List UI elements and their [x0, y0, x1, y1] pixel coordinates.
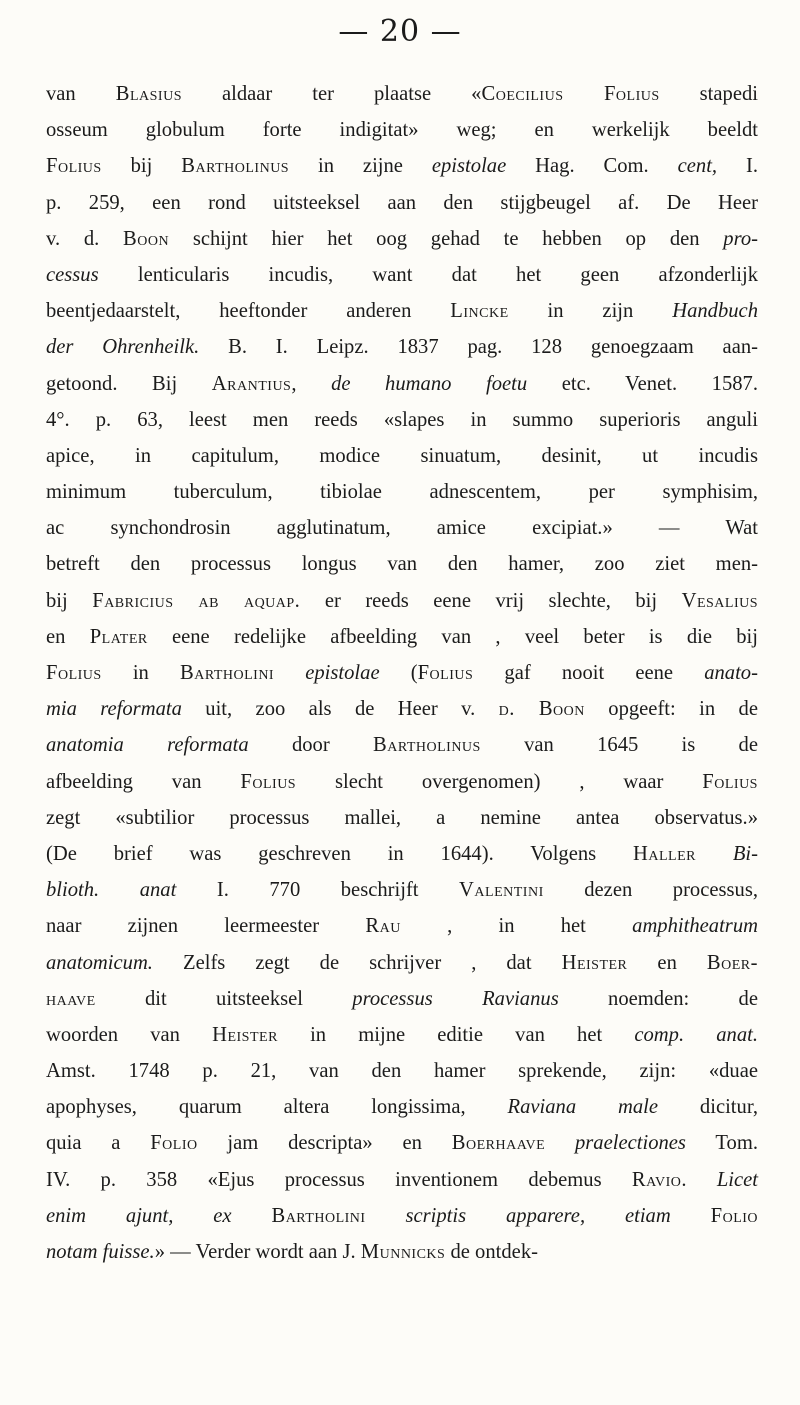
name-small-caps: Fabricius ab aquap. [92, 589, 301, 612]
text-segment: lenticularis incudis, want dat het geen afzonderlijk [98, 263, 758, 286]
text-line [46, 1234, 758, 1270]
text-segment: bij [46, 589, 93, 612]
italic-text: de humano foetu [331, 372, 528, 395]
name-small-caps: Heister [561, 951, 628, 974]
text-line [46, 185, 758, 221]
text-line [46, 438, 758, 474]
name-small-caps: Bartholinus [372, 734, 481, 757]
text-line [46, 764, 758, 800]
name-small-caps: Folius [46, 662, 102, 684]
text-segment: Hag. Com. [506, 155, 678, 178]
text-line [46, 836, 758, 872]
text-line [46, 474, 758, 510]
name-small-caps: Boerhaave [451, 1132, 546, 1155]
text-segment: ( [379, 662, 418, 684]
name-small-caps: haave [46, 987, 96, 1010]
name-small-caps: Boon [123, 227, 170, 250]
text-segment: B. I. Leipz. 1837 pag. 128 genoegzaam aan- [199, 336, 758, 359]
text-segment: apice, in capitulum, modice sinuatum, desinit, ut incudis [46, 444, 758, 467]
text-segment: in zijn [508, 300, 673, 323]
italic-text: mia reformata [46, 698, 182, 721]
name-small-caps: Munnicks [360, 1241, 446, 1263]
text-segment: bij [101, 155, 182, 178]
name-small-caps: Valentini [459, 879, 544, 902]
text-line [46, 1125, 758, 1161]
text-segment: opgeeft: in de [584, 698, 758, 721]
italic-text: amphitheatrum [632, 915, 758, 938]
text-segment: . [681, 1168, 717, 1191]
text-line [46, 1017, 758, 1053]
italic-text: Raviana male [507, 1096, 659, 1119]
name-small-caps: Folius [417, 662, 474, 684]
italic-text: der Ohrenheilk. [46, 336, 200, 359]
italic-text: cessus [46, 263, 99, 286]
italic-text: comp. anat. [634, 1023, 759, 1046]
text-line [46, 329, 758, 365]
name-small-caps: Heister [212, 1023, 278, 1046]
text-line [46, 945, 758, 981]
text-segment: Tom. [685, 1132, 758, 1155]
text-segment [671, 1205, 711, 1227]
name-small-caps: Rau [365, 915, 401, 938]
text-segment: de ontdek- [445, 1241, 538, 1263]
name-small-caps: Plater [89, 625, 148, 648]
text-line [46, 1198, 758, 1234]
italic-text: pro- [723, 227, 758, 250]
name-small-caps: Folius [240, 770, 297, 793]
text-segment: in mijne editie van het [277, 1023, 635, 1046]
text-segment: minimum tuberculum, tibiolae adnescentem, per symphisim, [46, 481, 758, 504]
text-segment: 4°. p. 63, leest men reeds «slapes in summo superioris anguli [46, 408, 758, 431]
text-segment: eene redelijke afbeelding van , veel beter is die bij [147, 625, 758, 648]
name-small-caps: Lincke [450, 300, 509, 323]
text-segment: Amst. 1748 p. 21, van den hamer sprekende, zijn: «duae [46, 1060, 758, 1083]
name-small-caps: Boer- [706, 951, 758, 974]
text-line [46, 583, 758, 619]
italic-text: anatomia reformata [46, 734, 249, 757]
text-line [46, 872, 758, 908]
name-small-caps: Folius [46, 155, 102, 178]
italic-text: Licet [716, 1168, 759, 1191]
text-segment: quia a [46, 1132, 151, 1155]
name-small-caps: Folio [710, 1204, 759, 1227]
italic-text: processus Ravianus [352, 987, 559, 1010]
text-segment: van 1645 is de [480, 734, 758, 757]
italic-text: Bi- [732, 842, 758, 865]
text-line [46, 76, 758, 112]
text-segment: osseum globulum forte indigitat» weg; en werkelijk beeldt [46, 119, 758, 142]
italic-text: cent, [677, 155, 718, 178]
text-segment: schijnt hier het oog gehad te hebben op den [169, 227, 724, 250]
text-segment [232, 1205, 272, 1227]
text-segment: aldaar ter plaatse « [181, 83, 482, 105]
text-line [46, 510, 758, 546]
text-line [46, 619, 758, 655]
text-segment: slecht overgenomen) , waar [296, 770, 703, 793]
name-small-caps: Arantius [211, 372, 292, 395]
text-segment: p. 259, een rond uitsteeksel aan den stijgbeugel af. De Heer [46, 191, 758, 214]
text-segment: zegt «subtilior processus mallei, a nemine antea observatus.» [46, 806, 758, 829]
text-segment: dicitur, [658, 1096, 759, 1119]
italic-text: anato- [704, 662, 758, 684]
italic-text: scriptis apparere, etiam [405, 1204, 671, 1227]
text-segment: in [101, 662, 180, 684]
text-line [46, 655, 758, 691]
italic-text: Handbuch [672, 300, 758, 323]
italic-text: notam fuisse. [46, 1241, 155, 1263]
italic-text: anatomicum. [46, 951, 153, 974]
text-line [46, 257, 758, 293]
text-segment [545, 1132, 575, 1154]
name-small-caps: Ravio [631, 1168, 682, 1191]
text-segment: en [627, 951, 707, 974]
italic-text: epistolae [431, 155, 507, 178]
text-line [46, 981, 758, 1017]
name-small-caps: Blasius [115, 83, 182, 105]
text-segment: stapedi [659, 83, 758, 105]
text-segment: in zijne [289, 155, 432, 178]
text-line [46, 366, 758, 402]
text-line [46, 148, 758, 184]
text-segment: Zelfs zegt de schrijver , dat [152, 951, 562, 974]
text-line [46, 1162, 758, 1198]
text-segment [696, 843, 733, 865]
text-segment: en [46, 625, 90, 648]
text-segment: beentjedaarstelt, heeftonder anderen [46, 300, 451, 323]
text-line [46, 1089, 758, 1125]
text-segment [366, 1205, 406, 1227]
text-line [46, 112, 758, 148]
page-number: — 20 — [338, 14, 462, 49]
text-line [46, 800, 758, 836]
text-segment: dit uitsteeksel [95, 987, 353, 1010]
text-segment: I. 770 beschrijft [176, 879, 460, 902]
text-line [46, 293, 758, 329]
text-segment: naar zijnen leermeester [46, 915, 366, 938]
text-line [46, 546, 758, 582]
text-segment: IV. p. 358 «Ejus processus inventionem debemus [46, 1168, 632, 1191]
name-small-caps: Haller [633, 842, 696, 865]
text-segment: , [291, 372, 332, 395]
text-line [46, 402, 758, 438]
text-segment: v. d. [46, 227, 124, 250]
text-segment: betreft den processus longus van den hamer, zoo ziet men- [46, 553, 758, 576]
text-segment: dezen processus, [543, 879, 758, 902]
text-segment: er reeds eene vrij slechte, bij [300, 589, 682, 612]
body-text [46, 76, 758, 1270]
name-small-caps: Bartholini [179, 662, 275, 684]
italic-text: epistolae [305, 662, 380, 684]
text-line [46, 1053, 758, 1089]
name-small-caps: Vesalius [681, 589, 759, 612]
text-segment: getoond. Bij [46, 372, 212, 395]
text-line [46, 221, 758, 257]
text-segment [274, 662, 305, 684]
italic-text: blioth. anat [46, 879, 177, 902]
name-small-caps: Coecilius Folius [481, 83, 660, 105]
text-segment: , in het [400, 915, 633, 938]
text-segment: woorden van [46, 1023, 213, 1046]
name-small-caps: Bartholinus [181, 155, 290, 178]
text-segment: etc. Venet. 1587. [527, 372, 758, 395]
text-segment: door [248, 734, 373, 757]
italic-text: enim ajunt, ex [46, 1204, 232, 1227]
name-small-caps: Folius [702, 770, 758, 793]
text-segment: afbeelding van [46, 770, 241, 793]
italic-text: praelectiones [575, 1132, 686, 1155]
text-line [46, 691, 758, 727]
text-segment: (De brief was geschreven in 1644). Volgens [46, 842, 634, 865]
text-line [46, 727, 758, 763]
name-small-caps: d. Boon [498, 698, 585, 721]
text-segment: jam descripta» en [197, 1132, 452, 1155]
text-segment: I. [717, 155, 758, 178]
text-line [46, 908, 758, 944]
text-segment: noemden: de [558, 987, 758, 1010]
text-segment: » — Verder wordt aan J. [154, 1241, 361, 1263]
name-small-caps: Folio [150, 1132, 198, 1155]
name-small-caps: Bartholini [271, 1204, 366, 1227]
text-segment: uit, zoo als de Heer v. [181, 698, 499, 721]
text-segment: ac synchondrosin agglutinatum, amice excipiat.» — Wat [46, 517, 758, 540]
text-segment: van [46, 83, 116, 105]
text-segment: apophyses, quarum altera longissima, [46, 1096, 508, 1119]
text-segment: gaf nooit eene [473, 662, 705, 684]
